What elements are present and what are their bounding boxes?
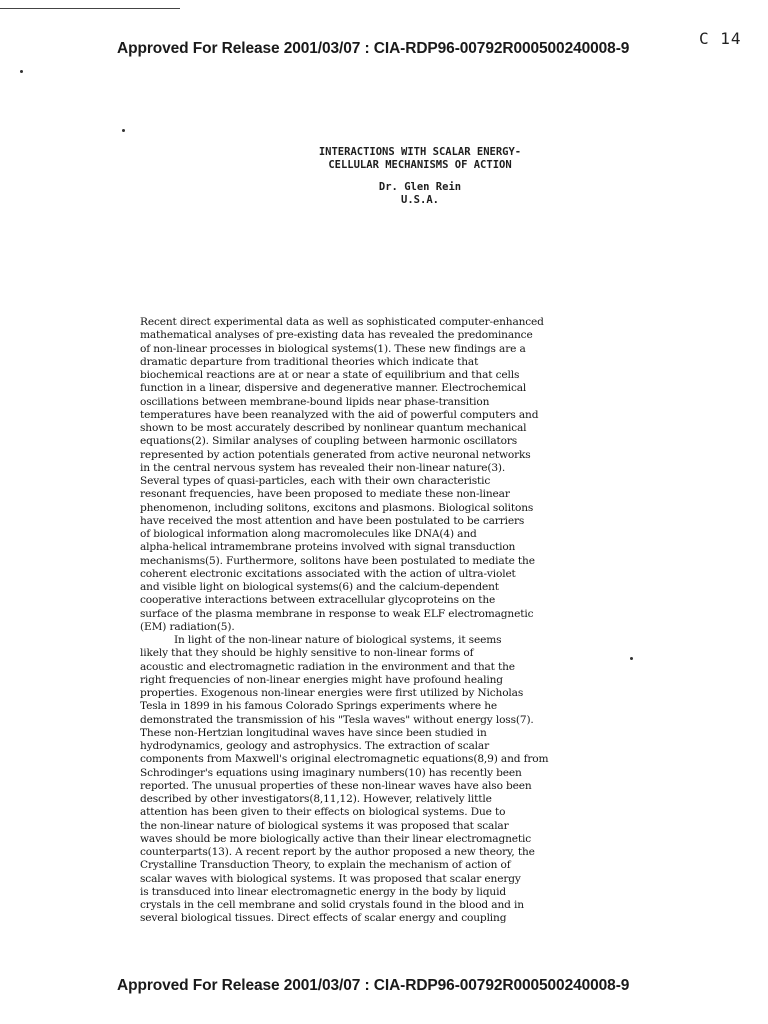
body-line: several biological tissues. Direct effects of scalar energy and coupling: [140, 912, 507, 925]
body-line: phenomenon, including solitons, excitons and plasmons. Biological solitons: [140, 501, 534, 514]
body-line: (EM) radiation(5).: [140, 620, 235, 633]
body-line: counterparts(13). A recent report by the author proposed a new theory, the: [140, 846, 535, 858]
body-line: of biological information along macromolecules like DNA(4) and: [140, 528, 477, 540]
body-line: mechanisms(5). Furthermore, solitons have been postulated to mediate the: [140, 554, 535, 567]
document-header: [290, 146, 550, 207]
body-line: mathematical analyses of pre-existing data has revealed the predominance: [140, 329, 533, 342]
body-line: acoustic and electromagnetic radiation in the environment and that the: [140, 660, 515, 673]
body-line: alpha-helical intramembrane proteins involved with signal transduction: [140, 541, 516, 554]
body-line: dramatic departure from traditional theories which indicate that: [140, 355, 479, 368]
page-code: C 14: [699, 29, 742, 48]
body-line: components from Maxwell's original electromagnetic equations(8,9) and from: [140, 753, 549, 766]
author-country: U.S.A.: [401, 194, 439, 206]
body-line: demonstrated the transmission of his "Tesla waves" without energy loss(7).: [140, 713, 534, 726]
body-line: Several types of quasi-particles, each with their own characteristic: [140, 475, 491, 487]
body-line: right frequencies of non-linear energies might have profound healing: [140, 673, 503, 686]
body-line: properties. Exogenous non-linear energies were first utilized by Nicholas: [140, 687, 524, 699]
author-name: Dr. Glen Rein: [378, 181, 462, 193]
body-line: biochemical reactions are at or near a state of equilibrium and that cells: [140, 369, 520, 381]
body-line: cooperative interactions between extracellular glycoproteins on the: [140, 594, 496, 607]
release-stamp-bottom: Approved For Release 2001/03/07 : CIA-RDP96-00792R000500240008-9: [117, 977, 630, 994]
body-line: Tesla in 1899 in his famous Colorado Springs experiments where he: [140, 700, 498, 713]
body-line: described by other investigators(8,11,12). However, relatively little: [140, 793, 492, 805]
body-line: function in a linear, dispersive and degenerative manner. Electrochemical: [140, 382, 527, 395]
body-line: likely that they should be highly sensitive to non-linear forms of: [140, 647, 474, 660]
body-line: Schrodinger's equations using imaginary numbers(10) has recently been: [140, 766, 522, 779]
title-line-1: INTERACTIONS WITH SCALAR ENERGY-: [318, 146, 522, 158]
scan-speck: [122, 129, 125, 132]
body-line: of non-linear processes in biological systems(1). These new findings are a: [140, 342, 526, 355]
body-line: coherent electronic excitations associated with the action of ultra-violet: [140, 567, 516, 580]
scan-speck: [20, 70, 23, 73]
scan-binding-shadow: [0, 0, 130, 1024]
body-line: equations(2). Similar analyses of coupling between harmonic oscillators: [140, 435, 518, 448]
body-line: resonant frequencies, have been proposed to mediate these non-linear: [140, 488, 510, 501]
body-line: is transduced into linear electromagnetic energy in the body by liquid: [140, 885, 506, 898]
body-line: shown to be most accurately described by nonlinear quantum mechanical: [140, 422, 527, 434]
body-line: represented by action potentials generated from active neuronal networks: [140, 448, 531, 461]
body-line: surface of the plasma membrane in response to weak ELF electromagnetic: [140, 607, 534, 620]
body-line: crystals in the cell membrane and solid crystals found in the blood and in: [140, 899, 524, 911]
body-line: attention has been given to their effects on biological systems. Due to: [140, 806, 506, 819]
body-line: the non-linear nature of biological systems it was proposed that scalar: [140, 819, 509, 832]
body-line: waves should be more biologically active than their linear electromagnetic: [140, 832, 532, 845]
body-line: Recent direct experimental data as well as sophisticated computer-enhanced: [140, 316, 544, 328]
body-line: In light of the non-linear nature of biological systems, it seems: [174, 634, 502, 646]
body-line: temperatures have been reanalyzed with the aid of powerful computers and: [140, 408, 539, 421]
body-line: scalar waves with biological systems. It was proposed that scalar energy: [140, 872, 521, 885]
title-line-2: CELLULAR MECHANISMS OF ACTION: [328, 159, 512, 171]
body-line: hydrodynamics, geology and astrophysics. The extraction of scalar: [140, 740, 489, 752]
body-line: and visible light on biological systems(6) and the calcium-dependent: [140, 581, 499, 593]
body-text: [140, 316, 650, 926]
body-line: in the central nervous system has revealed their non-linear nature(3).: [140, 461, 506, 474]
body-line: reported. The unusual properties of these non-linear waves have also been: [140, 779, 532, 792]
body-line: have received the most attention and have been postulated to be carriers: [140, 514, 525, 527]
body-line: These non-Hertzian longitudinal waves have since been studied in: [140, 726, 487, 739]
release-stamp-top: Approved For Release 2001/03/07 : CIA-RDP96-00792R000500240008-9: [117, 40, 630, 57]
body-line: Crystalline Transduction Theory, to explain the mechanism of action of: [140, 859, 511, 872]
body-line: oscillations between membrane-bound lipids near phase-transition: [140, 395, 490, 408]
